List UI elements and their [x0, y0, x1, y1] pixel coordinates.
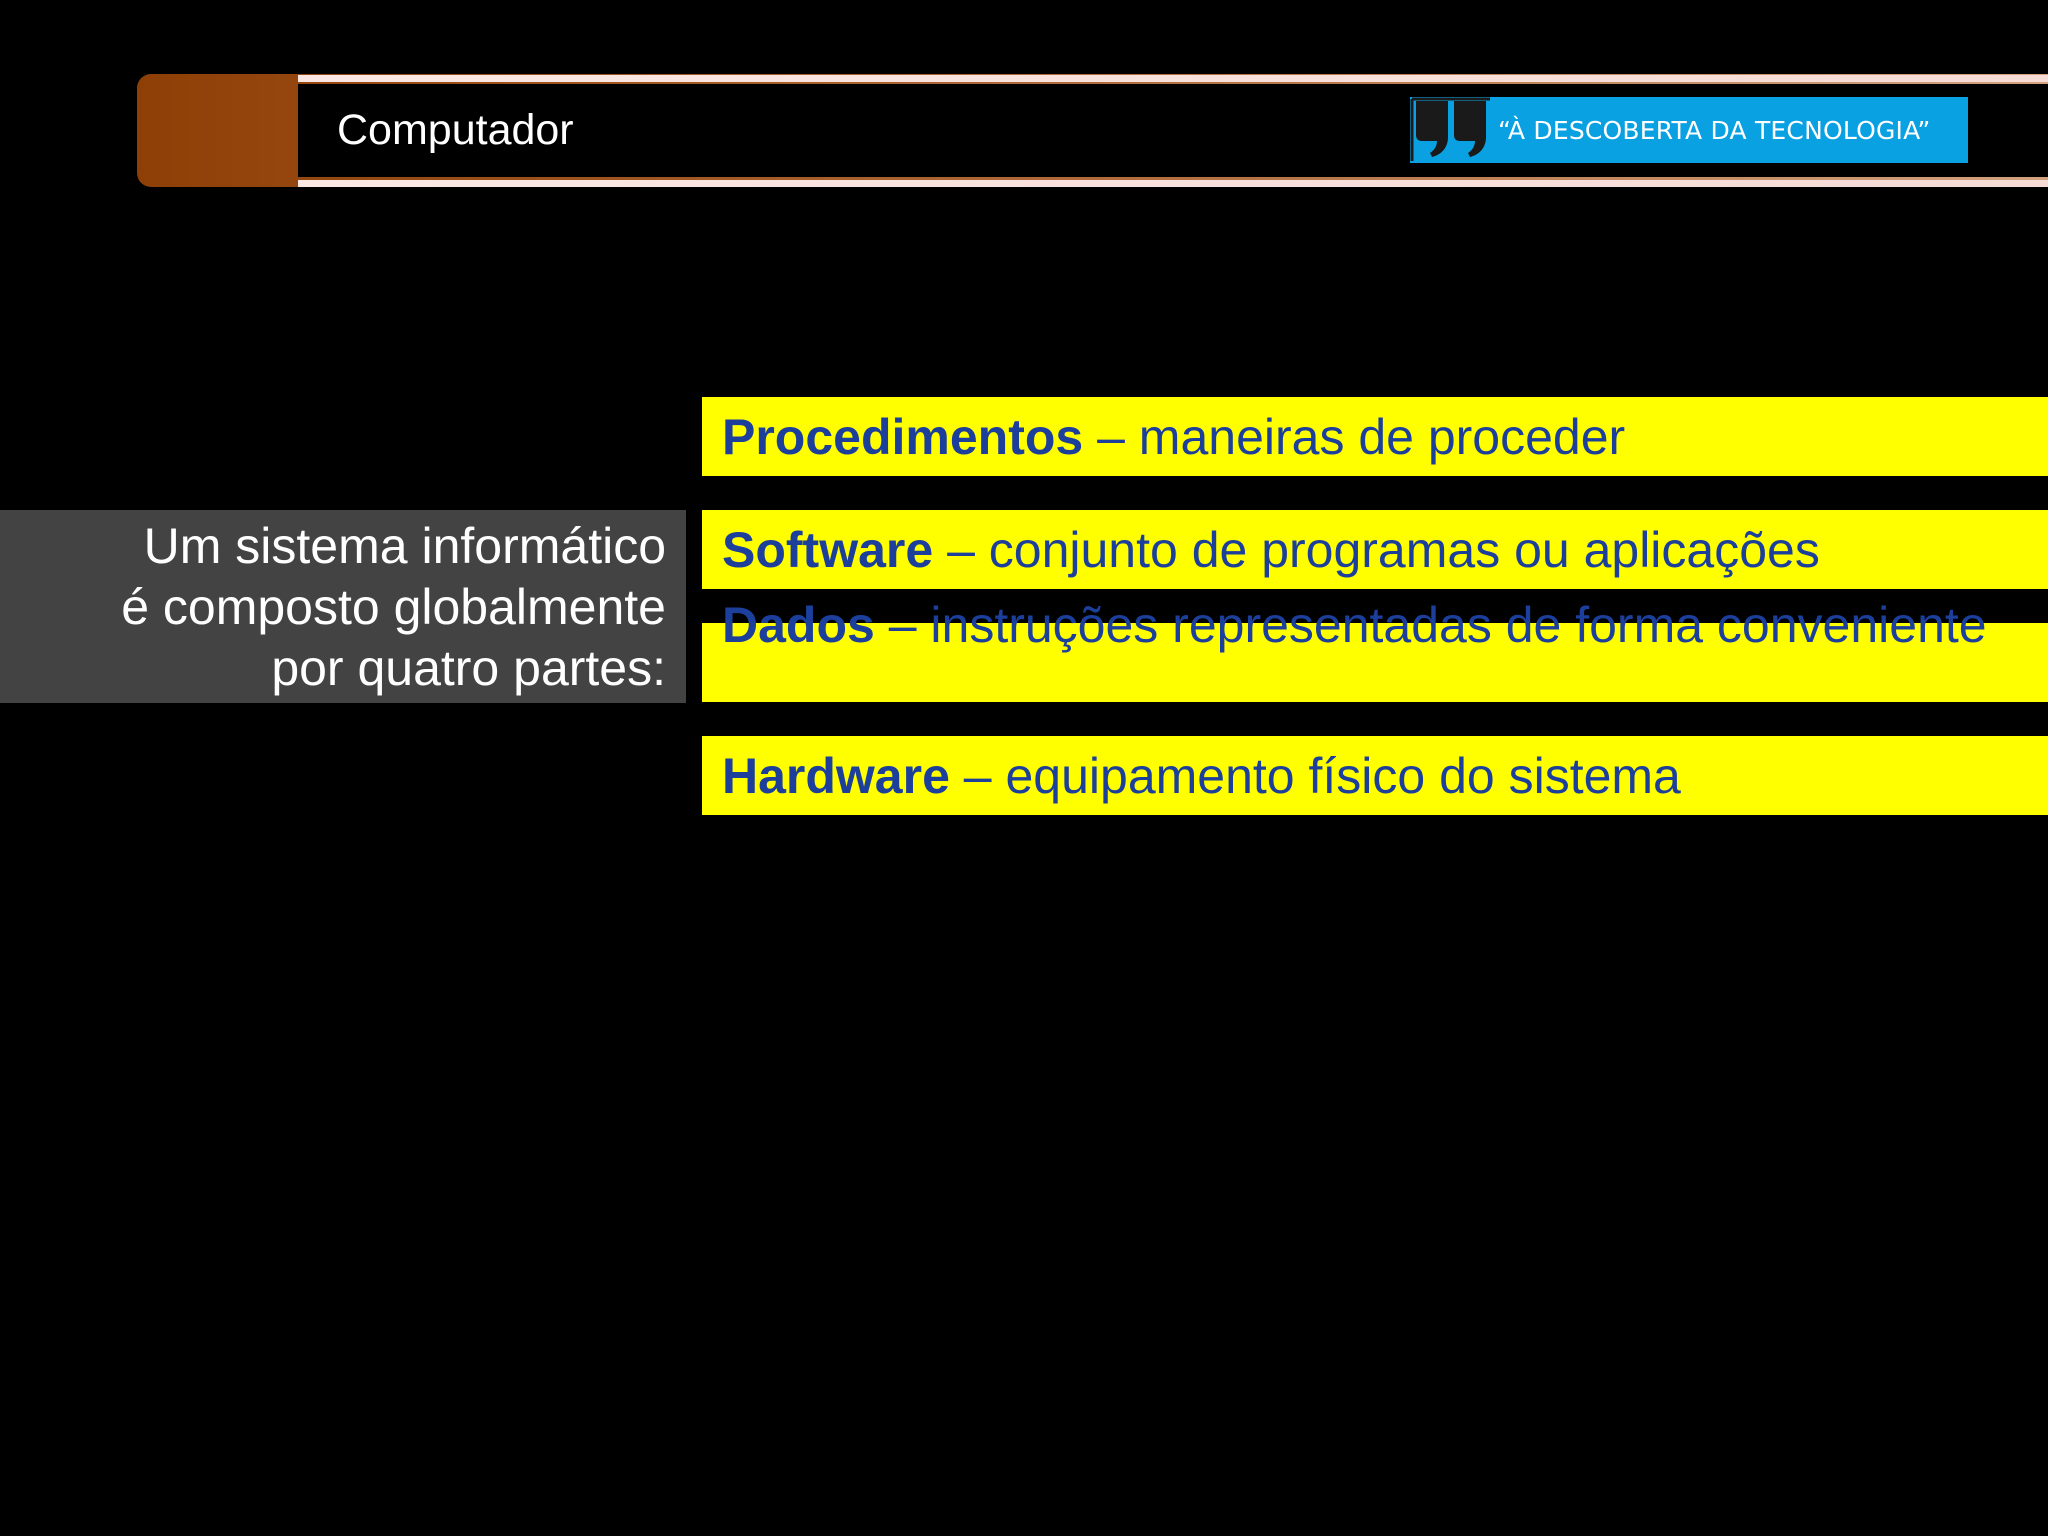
intro-box — [0, 510, 686, 703]
item-term: Hardware — [722, 748, 950, 804]
item-text — [722, 520, 1820, 580]
item-term: Dados — [722, 597, 875, 653]
intro-line: Um sistema informático — [143, 518, 666, 574]
item-description: – equipamento físico do sistema — [949, 748, 1681, 804]
item-description: – maneiras de proceder — [1083, 409, 1626, 465]
item-text — [722, 595, 1987, 655]
intro-line: por quatro partes: — [271, 640, 666, 696]
item-hardware — [702, 736, 2048, 815]
item-description: – conjunto de programas ou aplicações — [933, 522, 1820, 578]
item-description: – instruções representadas de forma conveniente — [874, 597, 1987, 653]
header-bottom-rule — [298, 180, 2048, 187]
item-text — [722, 746, 1681, 806]
quote-mark-icon — [1410, 97, 1490, 163]
item-procedimentos — [702, 397, 2048, 476]
page-title: Computador — [337, 106, 574, 154]
brand-badge — [1410, 97, 1968, 163]
intro-line: é composto globalmente — [121, 579, 666, 635]
item-term: Procedimentos — [722, 409, 1084, 465]
item-dados — [702, 597, 2048, 702]
item-term: Software — [722, 522, 934, 578]
header-top-rule — [298, 75, 2048, 82]
brand-text: “À DESCOBERTA DA TECNOLOGIA” — [1498, 115, 1931, 145]
item-software — [702, 510, 2048, 589]
item-text — [722, 407, 1625, 467]
intro-text — [6, 516, 666, 699]
